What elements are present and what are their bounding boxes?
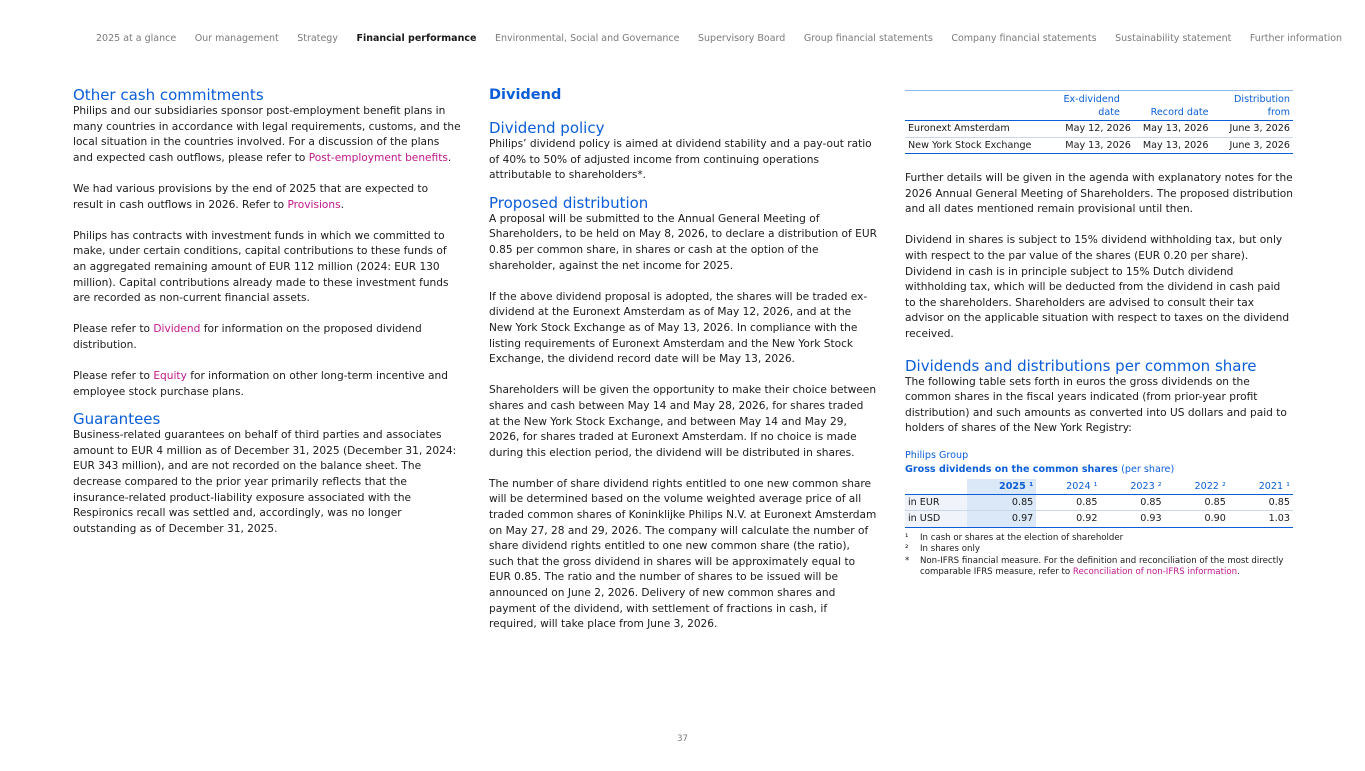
post-employment-benefits-link[interactable]: Post-employment benefits bbox=[308, 151, 448, 164]
table-cell: 0.93 bbox=[1100, 511, 1164, 528]
table-row bbox=[905, 511, 1293, 528]
table-row bbox=[905, 494, 1293, 511]
text: Non-IFRS financial measure. For the definition and reconciliation of the most directly comparable IFRS measure, refer to bbox=[920, 555, 1284, 578]
table-header-row bbox=[905, 479, 1293, 495]
table-cell: 0.85 bbox=[1100, 494, 1164, 511]
nav-item-sustainability-statement[interactable]: Sustainability statement bbox=[1115, 32, 1232, 44]
dividend-title: Dividend bbox=[489, 87, 562, 103]
text: Please refer to bbox=[73, 323, 154, 336]
table-cell: New York Stock Exchange bbox=[908, 139, 1032, 151]
paragraph: The number of share dividend rights entitled to one new common share will be determined based on the volume weighted average price of all traded common shares of Koninklijke Philips N.V. at Euronext Amsterdam on May 27, 28 and 29, 2026. The company will calculate the number of share dividend rights entitled to one new common share (the ratio), such that the gross dividend in shares will be approximately equal to EUR 0.85. The ratio and the number of shares to be issued will be announced on June 2, 2026. Delivery of new common shares and payment of the dividend, with settlement of fractions in cash, if required, will take place from June 3, 2026. bbox=[489, 477, 877, 631]
table-cell: May 13, 2026 bbox=[1142, 139, 1209, 151]
paragraph: Philips has contracts with investment funds in which we committed to make, under certain conditions, capital contributions to these funds of an aggregated remaining amount of EUR 112 million (2024: EUR 130 million). Capital contributions already made to these investment funds are recorded as non-current financial assets. bbox=[73, 229, 449, 305]
paragraph: Further details will be given in the agenda with explanatory notes for the 2026 Annual General Meeting of Shareholders. The proposed distribution and all dates mentioned remain provisional until then. bbox=[905, 172, 1293, 216]
text: Please refer to bbox=[73, 370, 154, 383]
footnote bbox=[905, 544, 1293, 556]
proposed-distribution-heading: Proposed distribution bbox=[489, 193, 649, 212]
provisions-link[interactable]: Provisions bbox=[287, 198, 341, 211]
paragraph: Shareholders will be given the opportunity to make their choice between shares and cash between May 14 and May 28, 2026, for shares traded at the New York Stock Exchange, and between May 14 and May 29, 2026, for shares traded at Euronext Amsterdam. If no choice is made during this election period, the dividend will be distributed in shares. bbox=[489, 384, 877, 459]
table-cell: in USD bbox=[905, 511, 967, 528]
paragraph: Business-related guarantees on behalf of third parties and associates amount to EUR 4 million as of December 31, 2025 (December 31, 2024: EUR 343 million), and are not recorded on the balance sheet. The decrease compared to the prior year primarily reflects that the insurance-related product-liability exposure associated with the Respironics recall was settled and, accordingly, was no longer outstanding as of December 31, 2025. bbox=[73, 429, 457, 535]
equity-link[interactable]: Equity bbox=[153, 370, 187, 383]
nav-item-group-financial-statements[interactable]: Group financial statements bbox=[803, 32, 933, 44]
table-cell: Euronext Amsterdam bbox=[908, 123, 1010, 134]
column-middle bbox=[489, 86, 877, 648]
top-navigation bbox=[76, 30, 1343, 46]
text: . bbox=[1237, 567, 1240, 578]
table-cell: 0.92 bbox=[1036, 511, 1100, 528]
table-row bbox=[905, 137, 1293, 154]
text: Philips and our subsidiaries sponsor post-employment benefit plans in many countries in accordance with legal requirements, customs, and the local situation in the countries involved. For a discussion of the plans and expected cash outflows, please refer to bbox=[73, 105, 461, 164]
text: We had various provisions by the end of 2025 that are expected to result in cash outflows in 2026. Refer to bbox=[73, 182, 429, 211]
nav-item-financial-performance[interactable]: Financial performance bbox=[356, 32, 477, 44]
other-cash-commitments-heading: Other cash commitments bbox=[73, 86, 264, 104]
text: for information on other long-term incentive and employee stock purchase plans. bbox=[73, 370, 448, 398]
footnotes bbox=[905, 533, 1293, 579]
table-header: 2021 ¹ bbox=[1229, 479, 1293, 495]
paragraph: The following table sets forth in euros the gross dividends on the common shares in the fiscal years indicated (from prior-year profit distribution) and such amounts as converted into US dollars and paid to holders of shares of the New York Registry: bbox=[905, 375, 1287, 435]
column-right bbox=[905, 86, 1293, 579]
nav-item-company-financial-statements[interactable]: Company financial statements bbox=[951, 32, 1097, 44]
paragraph bbox=[73, 104, 461, 166]
table-header: 2025 ¹ bbox=[967, 479, 1036, 495]
table-header: Distribution from bbox=[1234, 94, 1290, 118]
dividends-distributions-heading: Dividends and distributions per common share bbox=[905, 356, 1257, 375]
nav-item-2025-at-a-glance[interactable]: 2025 at a glance bbox=[96, 32, 177, 44]
footnote bbox=[905, 556, 1293, 579]
paragraph: Philips’ dividend policy is aimed at dividend stability and a pay-out ratio of 40% to 50% of adjusted income from continuing operations attributable to shareholders*. bbox=[489, 138, 872, 182]
paragraph bbox=[73, 182, 461, 213]
nav-item-strategy[interactable]: Strategy bbox=[297, 32, 338, 44]
table-cell: 0.85 bbox=[967, 494, 1036, 511]
footnote-mark: ¹ bbox=[905, 532, 909, 543]
table-cell: 0.97 bbox=[967, 511, 1036, 528]
table-row bbox=[905, 121, 1293, 138]
table-cell: May 13, 2026 bbox=[1142, 123, 1209, 134]
dividend-link[interactable]: Dividend bbox=[153, 323, 201, 336]
footnote-mark: ² bbox=[905, 544, 909, 555]
text: . bbox=[447, 151, 452, 164]
dividend-policy-heading: Dividend policy bbox=[489, 119, 605, 137]
table-cell: 0.85 bbox=[1165, 494, 1229, 511]
table-cell: 0.85 bbox=[1036, 494, 1100, 511]
paragraph: If the above dividend proposal is adopted, the shares will be traded ex-dividend at the Euronext Amsterdam as of May 12, 2026, and at the New York Stock Exchange as of May 13, 2026. In compliance with the listing requirements of Euronext Amsterdam and the New York Stock Exchange, the dividend record date will be May 13, 2026. bbox=[489, 290, 868, 366]
footnote-text: In shares only bbox=[920, 544, 980, 555]
nav-item-our-management[interactable]: Our management bbox=[194, 32, 279, 44]
table-header bbox=[905, 91, 1052, 121]
table-group-label: Philips Group bbox=[905, 449, 969, 461]
table-cell: 1.03 bbox=[1229, 511, 1293, 528]
table-cell: June 3, 2026 bbox=[1229, 139, 1290, 151]
table-cell: June 3, 2026 bbox=[1229, 123, 1290, 134]
table-cell: May 12, 2026 bbox=[1065, 123, 1131, 134]
table-cell: May 13, 2026 bbox=[1065, 139, 1131, 151]
text: for information on the proposed dividend distribution. bbox=[73, 323, 422, 351]
column-left bbox=[73, 86, 461, 553]
footnote-text bbox=[920, 556, 1293, 579]
table-header: 2023 ² bbox=[1100, 479, 1164, 495]
table-title-text: Gross dividends on the common shares bbox=[905, 463, 1118, 475]
nav-item-supervisory-board[interactable]: Supervisory Board bbox=[698, 32, 786, 44]
table-header: 2024 ¹ bbox=[1036, 479, 1100, 495]
table-header bbox=[905, 479, 967, 495]
footnote-mark: * bbox=[905, 555, 910, 566]
table-header-row bbox=[905, 91, 1293, 121]
nav-item-further-information[interactable]: Further information bbox=[1249, 32, 1343, 44]
table-header: Record date bbox=[1150, 107, 1209, 118]
text: . bbox=[340, 198, 345, 211]
footnote bbox=[905, 533, 1293, 545]
table-cell: 0.90 bbox=[1165, 511, 1229, 528]
dividend-dates-table bbox=[905, 90, 1293, 154]
table-unit: (per share) bbox=[1121, 463, 1175, 475]
reconciliation-link[interactable]: Reconciliation of non-IFRS information bbox=[1072, 567, 1238, 578]
paragraph bbox=[73, 322, 461, 353]
paragraph bbox=[73, 369, 461, 400]
table-cell: 0.85 bbox=[1229, 494, 1293, 511]
table-title bbox=[905, 463, 1293, 477]
footnote-text: In cash or shares at the election of shareholder bbox=[920, 532, 1124, 543]
table-cell: in EUR bbox=[905, 494, 967, 511]
guarantees-heading: Guarantees bbox=[73, 410, 161, 429]
table-header: 2022 ² bbox=[1165, 479, 1229, 495]
gross-dividends-table bbox=[905, 479, 1293, 528]
paragraph: A proposal will be submitted to the Annual General Meeting of Shareholders, to be held on May 8, 2026, to declare a distribution of EUR 0.85 per common share, in shares or cash at the option of the shareholder, against the net income for 2025. bbox=[489, 212, 877, 272]
paragraph: Dividend in shares is subject to 15% dividend withholding tax, but only with respect to the par value of the shares (EUR 0.20 per share). Dividend in cash is in principle subject to 15% Dutch dividend withholding tax, which will be deducted from the dividend in cash paid to the shareholders. Shareholders are advised to consult their tax advisor on the applicable situation with respect to taxes on the dividend received. bbox=[905, 234, 1290, 340]
page-number: 37 bbox=[677, 734, 688, 744]
table-header: Ex-dividend date bbox=[1063, 94, 1120, 118]
nav-item-esg[interactable]: Environmental, Social and Governance bbox=[494, 32, 680, 44]
